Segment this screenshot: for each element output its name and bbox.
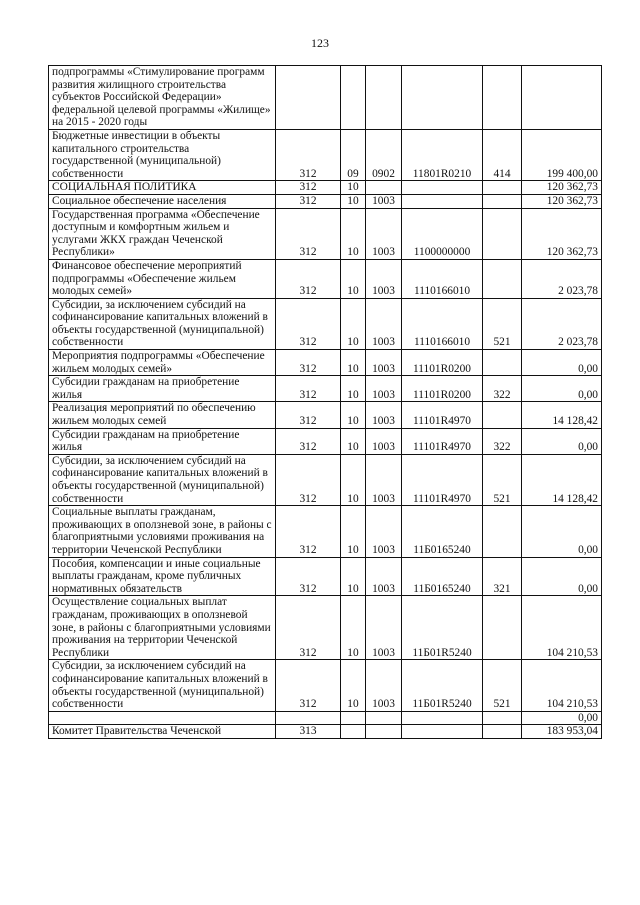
cell-amount: 104 210,53 <box>522 596 602 660</box>
cell-expense-type <box>483 596 522 660</box>
cell-target-article: 11101R4970 <box>402 428 483 454</box>
cell-name: Мероприятия подпрограммы «Обеспечение жильем молодых семей» <box>49 350 276 376</box>
cell-target-article: 11801R0210 <box>402 129 483 180</box>
cell-subsection <box>366 725 402 739</box>
cell-section: 10 <box>341 557 366 596</box>
cell-section: 09 <box>341 129 366 180</box>
cell-section: 10 <box>341 208 366 259</box>
cell-subsection <box>366 66 402 130</box>
cell-expense-type: 521 <box>483 660 522 711</box>
cell-subsection: 1003 <box>366 259 402 298</box>
cell-amount <box>522 66 602 130</box>
cell-grbs: 312 <box>276 194 341 208</box>
cell-subsection: 1003 <box>366 194 402 208</box>
cell-section: 10 <box>341 259 366 298</box>
cell-expense-type <box>483 208 522 259</box>
cell-name: Пособия, компенсации и иные социальные выплаты гражданам, кроме публичных нормативных обязательств <box>49 557 276 596</box>
cell-subsection: 1003 <box>366 376 402 402</box>
cell-grbs <box>276 711 341 725</box>
cell-expense-type <box>483 181 522 195</box>
cell-grbs: 312 <box>276 208 341 259</box>
cell-expense-type: 322 <box>483 428 522 454</box>
cell-name: СОЦИАЛЬНАЯ ПОЛИТИКА <box>49 181 276 195</box>
table-row <box>49 298 602 349</box>
cell-name: Субсидии, за исключением субсидий на софинансирование капитальных вложений в объекты государственной (муниципальной) собственности <box>49 298 276 349</box>
cell-amount: 199 400,00 <box>522 129 602 180</box>
table-row <box>49 725 602 739</box>
cell-grbs: 313 <box>276 725 341 739</box>
cell-expense-type: 521 <box>483 454 522 505</box>
cell-subsection: 1003 <box>366 208 402 259</box>
cell-amount: 104 210,53 <box>522 660 602 711</box>
table-row <box>49 129 602 180</box>
cell-section: 10 <box>341 660 366 711</box>
cell-grbs: 312 <box>276 454 341 505</box>
cell-section: 10 <box>341 376 366 402</box>
table-row <box>49 350 602 376</box>
cell-subsection: 1003 <box>366 660 402 711</box>
cell-subsection: 1003 <box>366 557 402 596</box>
cell-target-article: 1100000000 <box>402 208 483 259</box>
cell-name: Субсидии, за исключением субсидий на софинансирование капитальных вложений в объекты государственной (муниципальной) собственности <box>49 454 276 505</box>
cell-name: Комитет Правительства Чеченской <box>49 725 276 739</box>
cell-expense-type <box>483 66 522 130</box>
cell-name: Субсидии гражданам на приобретение жилья <box>49 428 276 454</box>
cell-grbs: 312 <box>276 298 341 349</box>
cell-amount: 0,00 <box>522 711 602 725</box>
cell-amount: 2 023,78 <box>522 298 602 349</box>
cell-section: 10 <box>341 402 366 428</box>
table-row <box>49 660 602 711</box>
table-row <box>49 376 602 402</box>
cell-subsection: 1003 <box>366 596 402 660</box>
cell-section: 10 <box>341 181 366 195</box>
cell-target-article <box>402 711 483 725</box>
cell-target-article: 11Б01R5240 <box>402 660 483 711</box>
table-row <box>49 194 602 208</box>
cell-amount: 0,00 <box>522 350 602 376</box>
cell-grbs: 312 <box>276 259 341 298</box>
cell-amount: 0,00 <box>522 428 602 454</box>
cell-name: подпрограммы «Стимулирование программ развития жилищного строительства субъектов Российской Федерации» федеральной целевой программы «Жилище» на 2015 - 2020 годы <box>49 66 276 130</box>
cell-subsection: 0902 <box>366 129 402 180</box>
cell-section: 10 <box>341 454 366 505</box>
cell-expense-type <box>483 259 522 298</box>
cell-name: Социальные выплаты гражданам, проживающих в оползневой зоне, в районы с благоприятными условиями проживания на территории Чеченской Республики <box>49 506 276 557</box>
page-number: 123 <box>311 36 329 50</box>
cell-subsection: 1003 <box>366 428 402 454</box>
cell-target-article: 11Б0165240 <box>402 506 483 557</box>
cell-target-article <box>402 181 483 195</box>
cell-section: 10 <box>341 350 366 376</box>
cell-section: 10 <box>341 428 366 454</box>
cell-target-article: 11101R4970 <box>402 454 483 505</box>
budget-table <box>48 65 602 739</box>
cell-amount: 120 362,73 <box>522 208 602 259</box>
cell-target-article: 11101R4970 <box>402 402 483 428</box>
cell-target-article: 11101R0200 <box>402 376 483 402</box>
cell-expense-type <box>483 350 522 376</box>
cell-section: 10 <box>341 596 366 660</box>
table-row <box>49 402 602 428</box>
cell-subsection: 1003 <box>366 298 402 349</box>
cell-name: Субсидии гражданам на приобретение жилья <box>49 376 276 402</box>
cell-target-article: 1110166010 <box>402 298 483 349</box>
cell-grbs: 312 <box>276 557 341 596</box>
cell-grbs: 312 <box>276 402 341 428</box>
cell-grbs: 312 <box>276 181 341 195</box>
cell-grbs: 312 <box>276 660 341 711</box>
table-row <box>49 596 602 660</box>
cell-grbs: 312 <box>276 376 341 402</box>
cell-target-article: 11Б0165240 <box>402 557 483 596</box>
table-row <box>49 557 602 596</box>
cell-subsection <box>366 711 402 725</box>
cell-target-article: 11101R0200 <box>402 350 483 376</box>
cell-subsection: 1003 <box>366 454 402 505</box>
cell-name <box>49 711 276 725</box>
cell-section: 10 <box>341 506 366 557</box>
table-row <box>49 181 602 195</box>
cell-expense-type: 321 <box>483 557 522 596</box>
cell-subsection: 1003 <box>366 506 402 557</box>
cell-target-article <box>402 725 483 739</box>
cell-grbs <box>276 66 341 130</box>
cell-grbs: 312 <box>276 129 341 180</box>
cell-section: 10 <box>341 298 366 349</box>
cell-name: Реализация мероприятий по обеспечению жильем молодых семей <box>49 402 276 428</box>
cell-name: Осуществление социальных выплат гражданам, проживающих в оползневой зоне, в районы с благоприятными условиями проживания на территории Чеченской Республики <box>49 596 276 660</box>
cell-amount: 0,00 <box>522 557 602 596</box>
cell-section: 10 <box>341 194 366 208</box>
cell-amount: 120 362,73 <box>522 181 602 195</box>
table-row <box>49 506 602 557</box>
table-row <box>49 454 602 505</box>
table-row <box>49 259 602 298</box>
cell-expense-type <box>483 402 522 428</box>
cell-target-article: 1110166010 <box>402 259 483 298</box>
cell-expense-type <box>483 194 522 208</box>
cell-expense-type <box>483 711 522 725</box>
cell-amount: 120 362,73 <box>522 194 602 208</box>
cell-section <box>341 725 366 739</box>
cell-amount: 0,00 <box>522 506 602 557</box>
cell-name: Социальное обеспечение населения <box>49 194 276 208</box>
cell-target-article <box>402 194 483 208</box>
cell-expense-type: 521 <box>483 298 522 349</box>
cell-name: Государственная программа «Обеспечение доступным и комфортным жильем и услугами ЖКХ граждан Чеченской Республики» <box>49 208 276 259</box>
cell-amount: 0,00 <box>522 376 602 402</box>
cell-expense-type: 322 <box>483 376 522 402</box>
cell-expense-type <box>483 506 522 557</box>
table-row <box>49 711 602 725</box>
cell-grbs: 312 <box>276 428 341 454</box>
cell-subsection: 1003 <box>366 402 402 428</box>
budget-table-body <box>49 66 602 739</box>
cell-amount: 14 128,42 <box>522 402 602 428</box>
cell-section <box>341 711 366 725</box>
table-row <box>49 428 602 454</box>
cell-expense-type <box>483 725 522 739</box>
cell-amount: 2 023,78 <box>522 259 602 298</box>
cell-amount: 14 128,42 <box>522 454 602 505</box>
cell-name: Субсидии, за исключением субсидий на софинансирование капитальных вложений в объекты государственной (муниципальной) собственности <box>49 660 276 711</box>
cell-grbs: 312 <box>276 596 341 660</box>
cell-name: Финансовое обеспечение мероприятий подпрограммы «Обеспечение жильем молодых семей» <box>49 259 276 298</box>
cell-subsection <box>366 181 402 195</box>
cell-grbs: 312 <box>276 350 341 376</box>
cell-section <box>341 66 366 130</box>
table-row <box>49 66 602 130</box>
table-row <box>49 208 602 259</box>
cell-target-article <box>402 66 483 130</box>
cell-grbs: 312 <box>276 506 341 557</box>
cell-name: Бюджетные инвестиции в объекты капитального строительства государственной (муниципальной) собственности <box>49 129 276 180</box>
cell-amount: 183 953,04 <box>522 725 602 739</box>
cell-subsection: 1003 <box>366 350 402 376</box>
cell-expense-type: 414 <box>483 129 522 180</box>
cell-target-article: 11Б01R5240 <box>402 596 483 660</box>
